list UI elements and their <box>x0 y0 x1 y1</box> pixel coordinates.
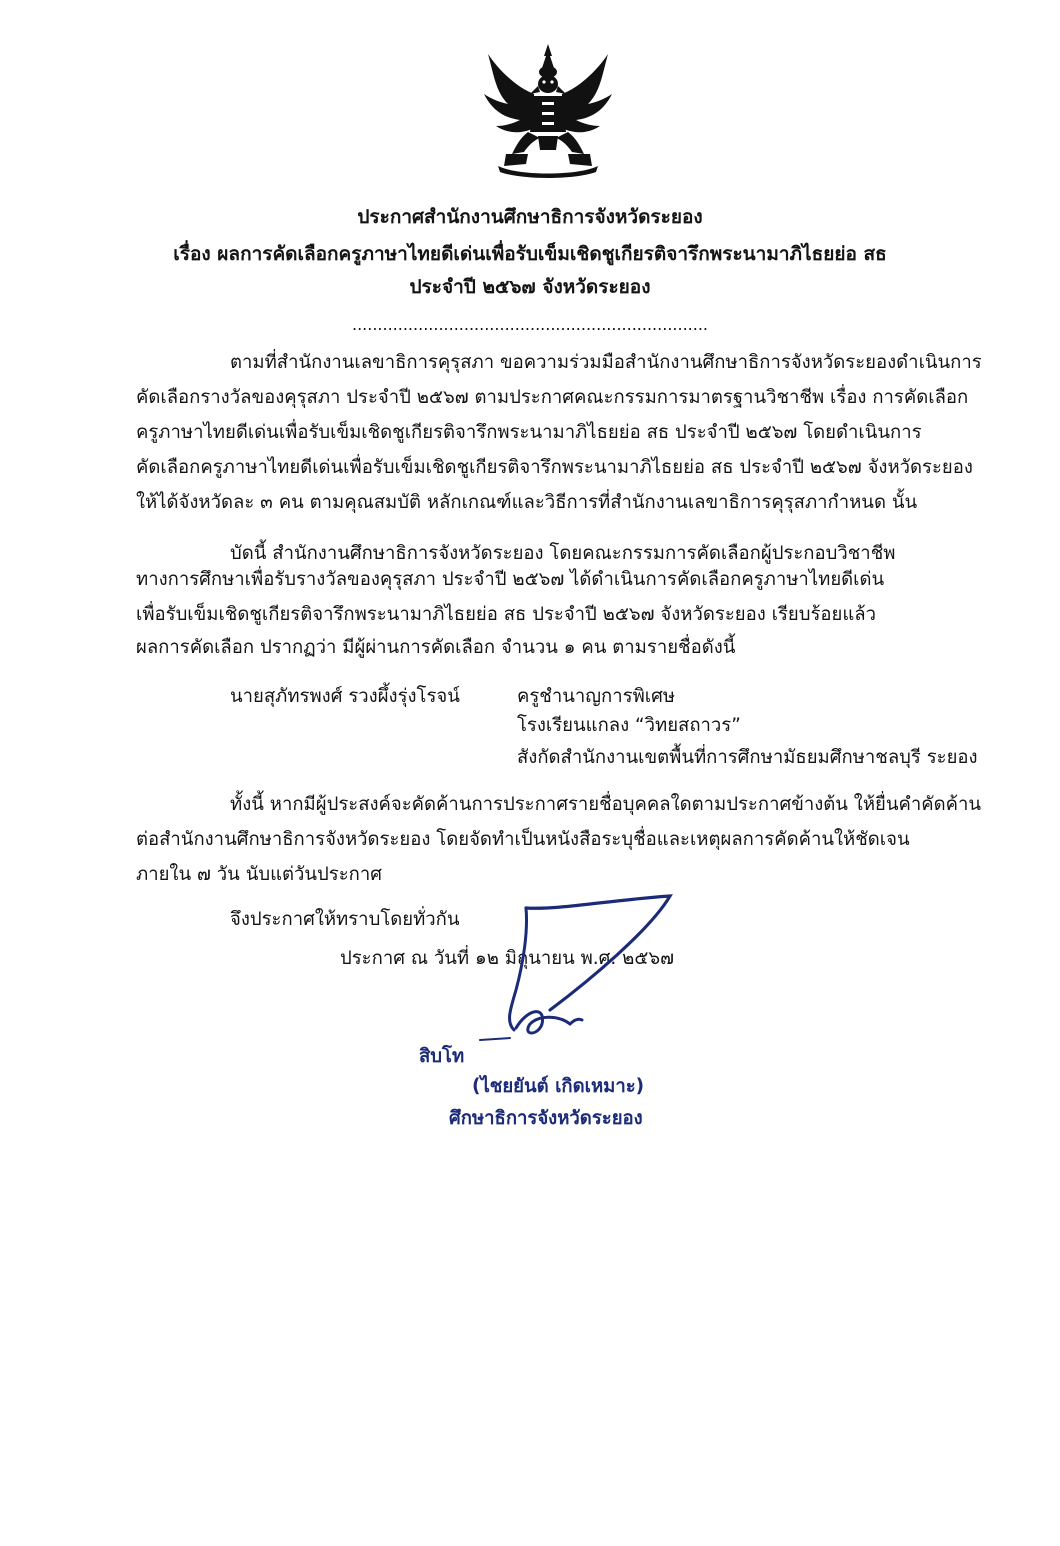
selected-affiliation: สังกัดสำนักงานเขตพื้นที่การศึกษามัธยมศึกษาชลบุรี ระยอง <box>517 747 978 768</box>
announcement-date: ประกาศ ณ วันที่ ๑๒ มิถุนายน พ.ศ. ๒๕๖๗ <box>340 948 675 969</box>
para3-line: ภายใน ๗ วัน นับแต่วันประกาศ <box>136 864 383 885</box>
para2-line: บัดนี้ สำนักงานศึกษาธิการจังหวัดระยอง โดยคณะกรรมการคัดเลือกผู้ประกอบวิชาชีพ <box>230 543 896 564</box>
closing-statement: จึงประกาศให้ทราบโดยทั่วกัน <box>230 909 460 930</box>
signature-mark: สิบโท <box>419 1046 465 1067</box>
para2-line: เพื่อรับเข็มเชิดชูเกียรติจารึกพระนามาภิไธยย่อ สธ ประจำปี ๒๕๖๗ จังหวัดระยอง เรียบร้อยแล้ว <box>136 604 876 625</box>
para1-line: ตามที่สำนักงานเลขาธิการคุรุสภา ขอความร่วมมือสำนักงานศึกษาธิการจังหวัดระยองดำเนินการ <box>230 352 982 373</box>
selected-school: โรงเรียนแกลง “วิทยสถาวร” <box>517 715 741 736</box>
para1-line: คัดเลือกรางวัลของคุรุสภา ประจำปี ๒๕๖๗ ตามประกาศคณะกรรมการมาตรฐานวิชาชีพ เรื่อง การคัดเลือก <box>136 387 969 408</box>
selected-position: ครูชำนาญการพิเศษ <box>517 686 676 707</box>
garuda-emblem-icon <box>478 42 618 180</box>
para1-line: ครูภาษาไทยดีเด่นเพื่อรับเข็มเชิดชูเกียรติจารึกพระนามาภิไธยย่อ สธ ประจำปี ๒๕๖๗ โดยดำเนินการ <box>136 422 922 443</box>
para2-line: ทางการศึกษาเพื่อรับรางวัลของคุรุสภา ประจำปี ๒๕๖๗ ได้ดำเนินการคัดเลือกครูภาษาไทยดีเด่น <box>136 569 885 590</box>
handwritten-signature <box>470 890 710 1070</box>
signatory-name: (ไชยยันต์ เกิดเหมาะ) <box>472 1076 645 1097</box>
para3-line: ต่อสำนักงานศึกษาธิการจังหวัดระยอง โดยจัดทำเป็นหนังสือระบุชื่อและเหตุผลการคัดค้านให้ชัดเจน <box>136 829 910 850</box>
para1-line: ให้ได้จังหวัดละ ๓ คน ตามคุณสมบัติ หลักเกณฑ์และวิธีการที่สำนักงานเลขาธิการคุรุสภากำหนด นั้น <box>136 492 918 513</box>
para1-line: คัดเลือกครูภาษาไทยดีเด่นเพื่อรับเข็มเชิดชูเกียรติจารึกพระนามาภิไธยย่อ สธ ประจำปี ๒๕๖๗ จังหวัดระยอง <box>136 457 973 478</box>
para3-line: ทั้งนี้ หากมีผู้ประสงค์จะคัดค้านการประกาศรายชื่อบุคคลใดตามประกาศข้างต้น ให้ยื่นคำคัดค้าน <box>230 794 982 815</box>
announcement-subject: เรื่อง ผลการคัดเลือกครูภาษาไทยดีเด่นเพื่อรับเข็มเชิดชูเกียรติจารึกพระนามาภิไธยย่อ สธ <box>173 243 887 265</box>
announcement-year: ประจำปี ๒๕๖๗ จังหวัดระยอง <box>409 276 651 298</box>
para2-line: ผลการคัดเลือก ปรากฏว่า มีผู้ผ่านการคัดเลือก จำนวน ๑ คน ตามรายชื่อดังนี้ <box>136 637 736 658</box>
header-separator: ...................................................................... <box>351 315 708 334</box>
signatory-title: ศึกษาธิการจังหวัดระยอง <box>449 1108 643 1129</box>
selected-name: นายสุภัทรพงศ์ รวงผึ้งรุ่งโรจน์ <box>230 686 460 707</box>
announcement-title: ประกาศสำนักงานศึกษาธิการจังหวัดระยอง <box>357 206 703 228</box>
